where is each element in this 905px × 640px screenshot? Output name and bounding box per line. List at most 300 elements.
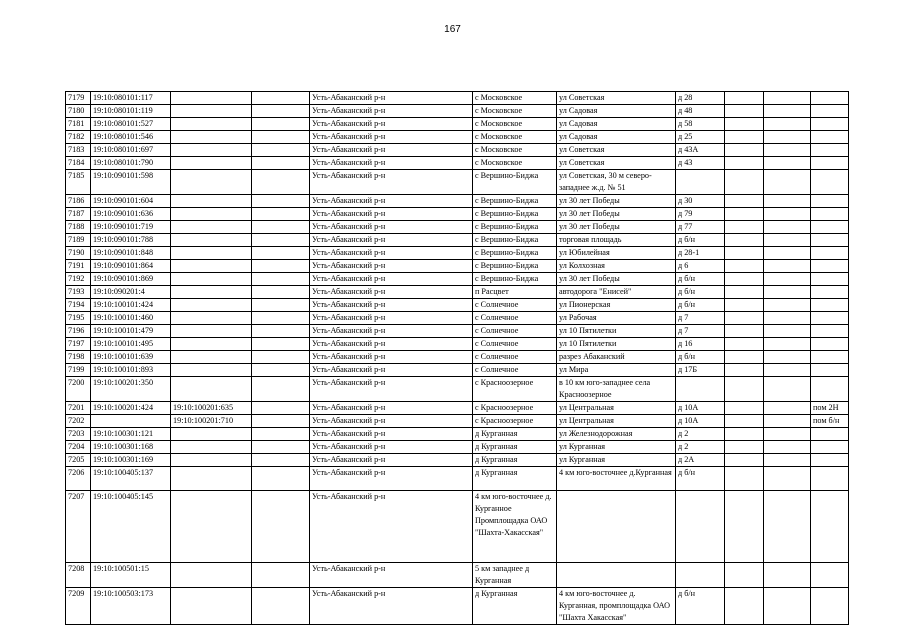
cadastral-number-cell: 19:10:090101:788 (91, 234, 171, 247)
previous-number-cell (171, 92, 252, 105)
street-cell: ул Железнодорожная (557, 428, 676, 441)
premises-cell (811, 92, 849, 105)
row-number-cell: 7183 (66, 144, 91, 157)
locality-cell: с Московское (473, 92, 557, 105)
empty-cell (252, 247, 310, 260)
cadastral-number-cell: 19:10:090101:598 (91, 170, 171, 195)
empty-cell (252, 299, 310, 312)
cadastral-number-cell: 19:10:100301:121 (91, 428, 171, 441)
district-cell: Усть-Абаканский р-н (310, 286, 473, 299)
locality-cell: с Московское (473, 157, 557, 170)
row-number-cell: 7193 (66, 286, 91, 299)
district-cell: Усть-Абаканский р-н (310, 195, 473, 208)
row-number-cell: 7181 (66, 118, 91, 131)
house-cell: д 2А (676, 454, 725, 467)
registry-table (65, 91, 849, 625)
table-row (66, 286, 849, 299)
empty-cell (725, 491, 764, 563)
empty-cell (252, 351, 310, 364)
empty-cell (725, 441, 764, 454)
street-cell: ул 10 Пятилетки (557, 338, 676, 351)
premises-cell (811, 247, 849, 260)
district-cell: Усть-Абаканский р-н (310, 467, 473, 491)
district-cell: Усть-Абаканский р-н (310, 351, 473, 364)
premises-cell: пом 2Н (811, 402, 849, 415)
district-cell: Усть-Абаканский р-н (310, 491, 473, 563)
row-number-cell: 7207 (66, 491, 91, 563)
table-row (66, 92, 849, 105)
house-cell (676, 377, 725, 402)
street-cell: ул Советская (557, 144, 676, 157)
premises-cell (811, 563, 849, 588)
empty-cell (725, 234, 764, 247)
previous-number-cell (171, 491, 252, 563)
house-cell: д 7 (676, 325, 725, 338)
cadastral-number-cell: 19:10:080101:117 (91, 92, 171, 105)
cadastral-number-cell: 19:10:090201:4 (91, 286, 171, 299)
locality-cell: с Красноозерное (473, 415, 557, 428)
empty-cell (252, 364, 310, 377)
row-number-cell: 7198 (66, 351, 91, 364)
house-cell: д 43 (676, 157, 725, 170)
row-number-cell: 7182 (66, 131, 91, 144)
cadastral-number-cell: 19:10:080101:697 (91, 144, 171, 157)
empty-cell (764, 208, 811, 221)
table-row (66, 195, 849, 208)
house-cell: д 28-1 (676, 247, 725, 260)
district-cell: Усть-Абаканский р-н (310, 299, 473, 312)
previous-number-cell (171, 338, 252, 351)
empty-cell (764, 144, 811, 157)
empty-cell (725, 299, 764, 312)
row-number-cell: 7194 (66, 299, 91, 312)
table-row (66, 299, 849, 312)
cadastral-number-cell: 19:10:100201:350 (91, 377, 171, 402)
empty-cell (725, 402, 764, 415)
house-cell: д 30 (676, 195, 725, 208)
district-cell: Усть-Абаканский р-н (310, 364, 473, 377)
previous-number-cell (171, 260, 252, 273)
table-row (66, 157, 849, 170)
district-cell: Усть-Абаканский р-н (310, 157, 473, 170)
house-cell (676, 170, 725, 195)
table-row (66, 441, 849, 454)
district-cell: Усть-Абаканский р-н (310, 118, 473, 131)
street-cell: ул Юбилейная (557, 247, 676, 260)
previous-number-cell (171, 364, 252, 377)
district-cell: Усть-Абаканский р-н (310, 454, 473, 467)
locality-cell: д Курганная (473, 428, 557, 441)
empty-cell (252, 325, 310, 338)
cadastral-number-cell: 19:10:100405:145 (91, 491, 171, 563)
premises-cell (811, 428, 849, 441)
table-row (66, 454, 849, 467)
house-cell (676, 491, 725, 563)
premises-cell (811, 195, 849, 208)
previous-number-cell (171, 144, 252, 157)
table-row (66, 131, 849, 144)
premises-cell (811, 351, 849, 364)
street-cell: ул Советская (557, 92, 676, 105)
street-cell: ул 10 Пятилетки (557, 325, 676, 338)
district-cell: Усть-Абаканский р-н (310, 312, 473, 325)
cadastral-number-cell: 19:10:100503:173 (91, 588, 171, 625)
previous-number-cell (171, 157, 252, 170)
empty-cell (725, 157, 764, 170)
previous-number-cell (171, 454, 252, 467)
empty-cell (252, 467, 310, 491)
district-cell: Усть-Абаканский р-н (310, 325, 473, 338)
premises-cell (811, 467, 849, 491)
street-cell: ул 30 лет Победы (557, 195, 676, 208)
empty-cell (764, 491, 811, 563)
street-cell: ул Пионерская (557, 299, 676, 312)
row-number-cell: 7208 (66, 563, 91, 588)
empty-cell (764, 351, 811, 364)
empty-cell (252, 588, 310, 625)
cadastral-number-cell: 19:10:080101:790 (91, 157, 171, 170)
premises-cell (811, 364, 849, 377)
empty-cell (252, 195, 310, 208)
street-cell: 4 км юго-восточнее д.Курганная (557, 467, 676, 491)
house-cell: д 6 (676, 260, 725, 273)
house-cell: д 25 (676, 131, 725, 144)
street-cell: ул Колхозная (557, 260, 676, 273)
table-row (66, 364, 849, 377)
street-cell: 4 км юго-восточнее д. Курганная, промплощадка ОАО "Шахта Хакасская" (557, 588, 676, 625)
street-cell: ул Курганная (557, 441, 676, 454)
street-cell (557, 491, 676, 563)
district-cell: Усть-Абаканский р-н (310, 260, 473, 273)
previous-number-cell (171, 234, 252, 247)
row-number-cell: 7187 (66, 208, 91, 221)
premises-cell (811, 234, 849, 247)
previous-number-cell: 19:10:100201:710 (171, 415, 252, 428)
district-cell: Усть-Абаканский р-н (310, 105, 473, 118)
locality-cell: с Московское (473, 131, 557, 144)
premises-cell (811, 131, 849, 144)
premises-cell (811, 588, 849, 625)
row-number-cell: 7205 (66, 454, 91, 467)
locality-cell: с Солнечное (473, 338, 557, 351)
cadastral-number-cell: 19:10:090101:864 (91, 260, 171, 273)
cadastral-number-cell: 19:10:100301:169 (91, 454, 171, 467)
locality-cell: с Красноозерное (473, 402, 557, 415)
street-cell: ул Садовая (557, 131, 676, 144)
house-cell: д 10А (676, 415, 725, 428)
empty-cell (725, 260, 764, 273)
empty-cell (764, 312, 811, 325)
table-row (66, 377, 849, 402)
row-number-cell: 7185 (66, 170, 91, 195)
street-cell: ул Садовая (557, 118, 676, 131)
empty-cell (764, 234, 811, 247)
house-cell: д б/н (676, 588, 725, 625)
street-cell: ул 30 лет Победы (557, 273, 676, 286)
premises-cell (811, 441, 849, 454)
street-cell: торговая площадь (557, 234, 676, 247)
empty-cell (725, 170, 764, 195)
empty-cell (764, 92, 811, 105)
street-cell: ул Мира (557, 364, 676, 377)
house-cell: д б/н (676, 467, 725, 491)
house-cell: д 58 (676, 118, 725, 131)
district-cell: Усть-Абаканский р-н (310, 234, 473, 247)
cadastral-number-cell: 19:10:100101:479 (91, 325, 171, 338)
empty-cell (725, 415, 764, 428)
locality-cell: с Солнечное (473, 299, 557, 312)
row-number-cell: 7203 (66, 428, 91, 441)
empty-cell (725, 286, 764, 299)
row-number-cell: 7206 (66, 467, 91, 491)
page-number: 167 (444, 24, 461, 35)
previous-number-cell (171, 563, 252, 588)
table-row (66, 118, 849, 131)
street-cell: разрез Абаканский (557, 351, 676, 364)
house-cell: д 77 (676, 221, 725, 234)
empty-cell (764, 588, 811, 625)
previous-number-cell (171, 247, 252, 260)
district-cell: Усть-Абаканский р-н (310, 92, 473, 105)
empty-cell (252, 157, 310, 170)
empty-cell (764, 415, 811, 428)
empty-cell (764, 563, 811, 588)
cadastral-number-cell: 19:10:100101:639 (91, 351, 171, 364)
empty-cell (252, 402, 310, 415)
empty-cell (725, 221, 764, 234)
empty-cell (252, 428, 310, 441)
empty-cell (725, 588, 764, 625)
premises-cell (811, 299, 849, 312)
street-cell: ул Советская (557, 157, 676, 170)
empty-cell (252, 144, 310, 157)
empty-cell (252, 491, 310, 563)
row-number-cell: 7195 (66, 312, 91, 325)
empty-cell (764, 428, 811, 441)
locality-cell: с Вершино-Биджа (473, 234, 557, 247)
house-cell: д б/н (676, 351, 725, 364)
row-number-cell: 7191 (66, 260, 91, 273)
empty-cell (252, 131, 310, 144)
empty-cell (725, 312, 764, 325)
row-number-cell: 7209 (66, 588, 91, 625)
empty-cell (725, 105, 764, 118)
premises-cell (811, 312, 849, 325)
empty-cell (252, 234, 310, 247)
district-cell: Усть-Абаканский р-н (310, 402, 473, 415)
table-row (66, 105, 849, 118)
cadastral-number-cell: 19:10:100101:424 (91, 299, 171, 312)
premises-cell (811, 377, 849, 402)
locality-cell: д Курганная (473, 588, 557, 625)
empty-cell (764, 454, 811, 467)
empty-cell (725, 364, 764, 377)
premises-cell (811, 260, 849, 273)
empty-cell (725, 563, 764, 588)
premises-cell: пом б/н (811, 415, 849, 428)
previous-number-cell (171, 221, 252, 234)
empty-cell (252, 454, 310, 467)
premises-cell (811, 157, 849, 170)
locality-cell: с Вершино-Биджа (473, 195, 557, 208)
previous-number-cell (171, 208, 252, 221)
district-cell: Усть-Абаканский р-н (310, 441, 473, 454)
empty-cell (764, 247, 811, 260)
empty-cell (252, 105, 310, 118)
table-row (66, 338, 849, 351)
cadastral-number-cell: 19:10:090101:636 (91, 208, 171, 221)
locality-cell: 4 км юго-восточнее д. Курганное Промплощадка ОАО "Шахта-Хакасская" (473, 491, 557, 563)
row-number-cell: 7196 (66, 325, 91, 338)
locality-cell: д Курганная (473, 454, 557, 467)
locality-cell: с Вершино-Биджа (473, 208, 557, 221)
table-row (66, 351, 849, 364)
empty-cell (764, 260, 811, 273)
cadastral-number-cell: 19:10:090101:604 (91, 195, 171, 208)
empty-cell (252, 208, 310, 221)
cadastral-number-cell: 19:10:100101:460 (91, 312, 171, 325)
empty-cell (252, 170, 310, 195)
cadastral-number-cell: 19:10:100101:893 (91, 364, 171, 377)
previous-number-cell (171, 286, 252, 299)
cadastral-number-cell (91, 415, 171, 428)
row-number-cell: 7180 (66, 105, 91, 118)
premises-cell (811, 491, 849, 563)
empty-cell (764, 157, 811, 170)
empty-cell (764, 221, 811, 234)
premises-cell (811, 273, 849, 286)
table-row (66, 563, 849, 588)
row-number-cell: 7192 (66, 273, 91, 286)
district-cell: Усть-Абаканский р-н (310, 170, 473, 195)
empty-cell (725, 338, 764, 351)
empty-cell (725, 118, 764, 131)
empty-cell (764, 441, 811, 454)
empty-cell (725, 325, 764, 338)
house-cell: д б/н (676, 299, 725, 312)
table-body (66, 92, 849, 625)
empty-cell (252, 441, 310, 454)
previous-number-cell: 19:10:100201:635 (171, 402, 252, 415)
table-row (66, 170, 849, 195)
row-number-cell: 7186 (66, 195, 91, 208)
street-cell: ул Центральная (557, 415, 676, 428)
row-number-cell: 7200 (66, 377, 91, 402)
locality-cell: с Московское (473, 118, 557, 131)
table-row (66, 428, 849, 441)
table-row (66, 312, 849, 325)
district-cell: Усть-Абаканский р-н (310, 377, 473, 402)
district-cell: Усть-Абаканский р-н (310, 247, 473, 260)
empty-cell (252, 273, 310, 286)
locality-cell: с Вершино-Биджа (473, 273, 557, 286)
district-cell: Усть-Абаканский р-н (310, 415, 473, 428)
premises-cell (811, 286, 849, 299)
row-number-cell: 7201 (66, 402, 91, 415)
empty-cell (725, 273, 764, 286)
locality-cell: с Солнечное (473, 325, 557, 338)
cadastral-number-cell: 19:10:100501:15 (91, 563, 171, 588)
empty-cell (764, 170, 811, 195)
row-number-cell: 7190 (66, 247, 91, 260)
empty-cell (725, 428, 764, 441)
premises-cell (811, 221, 849, 234)
table-row (66, 144, 849, 157)
table-row (66, 491, 849, 563)
empty-cell (764, 118, 811, 131)
empty-cell (764, 338, 811, 351)
empty-cell (725, 131, 764, 144)
row-number-cell: 7188 (66, 221, 91, 234)
empty-cell (725, 467, 764, 491)
empty-cell (764, 286, 811, 299)
cadastral-number-cell: 19:10:090101:848 (91, 247, 171, 260)
empty-cell (252, 221, 310, 234)
empty-cell (252, 260, 310, 273)
empty-cell (764, 377, 811, 402)
empty-cell (764, 105, 811, 118)
street-cell (557, 563, 676, 588)
previous-number-cell (171, 273, 252, 286)
district-cell: Усть-Абаканский р-н (310, 221, 473, 234)
previous-number-cell (171, 195, 252, 208)
house-cell: д 7 (676, 312, 725, 325)
premises-cell (811, 105, 849, 118)
empty-cell (252, 338, 310, 351)
empty-cell (252, 286, 310, 299)
house-cell: д б/н (676, 234, 725, 247)
table-row (66, 415, 849, 428)
locality-cell: с Московское (473, 105, 557, 118)
house-cell: д 48 (676, 105, 725, 118)
empty-cell (252, 92, 310, 105)
street-cell: ул Садовая (557, 105, 676, 118)
previous-number-cell (171, 312, 252, 325)
table-row (66, 234, 849, 247)
previous-number-cell (171, 299, 252, 312)
empty-cell (252, 415, 310, 428)
locality-cell: с Солнечное (473, 312, 557, 325)
house-cell: д 28 (676, 92, 725, 105)
previous-number-cell (171, 441, 252, 454)
previous-number-cell (171, 467, 252, 491)
row-number-cell: 7202 (66, 415, 91, 428)
previous-number-cell (171, 428, 252, 441)
street-cell: автодорога "Енисей" (557, 286, 676, 299)
previous-number-cell (171, 351, 252, 364)
row-number-cell: 7204 (66, 441, 91, 454)
district-cell: Усть-Абаканский р-н (310, 588, 473, 625)
table-row (66, 588, 849, 625)
empty-cell (725, 351, 764, 364)
premises-cell (811, 454, 849, 467)
empty-cell (764, 402, 811, 415)
locality-cell: д Курганная (473, 467, 557, 491)
table-row (66, 325, 849, 338)
premises-cell (811, 170, 849, 195)
district-cell: Усть-Абаканский р-н (310, 428, 473, 441)
table-row (66, 208, 849, 221)
street-cell: ул Центральная (557, 402, 676, 415)
cadastral-number-cell: 19:10:090101:719 (91, 221, 171, 234)
previous-number-cell (171, 325, 252, 338)
previous-number-cell (171, 131, 252, 144)
district-cell: Усть-Абаканский р-н (310, 208, 473, 221)
house-cell: д 2 (676, 441, 725, 454)
empty-cell (764, 467, 811, 491)
cadastral-number-cell: 19:10:100101:495 (91, 338, 171, 351)
table-row (66, 273, 849, 286)
